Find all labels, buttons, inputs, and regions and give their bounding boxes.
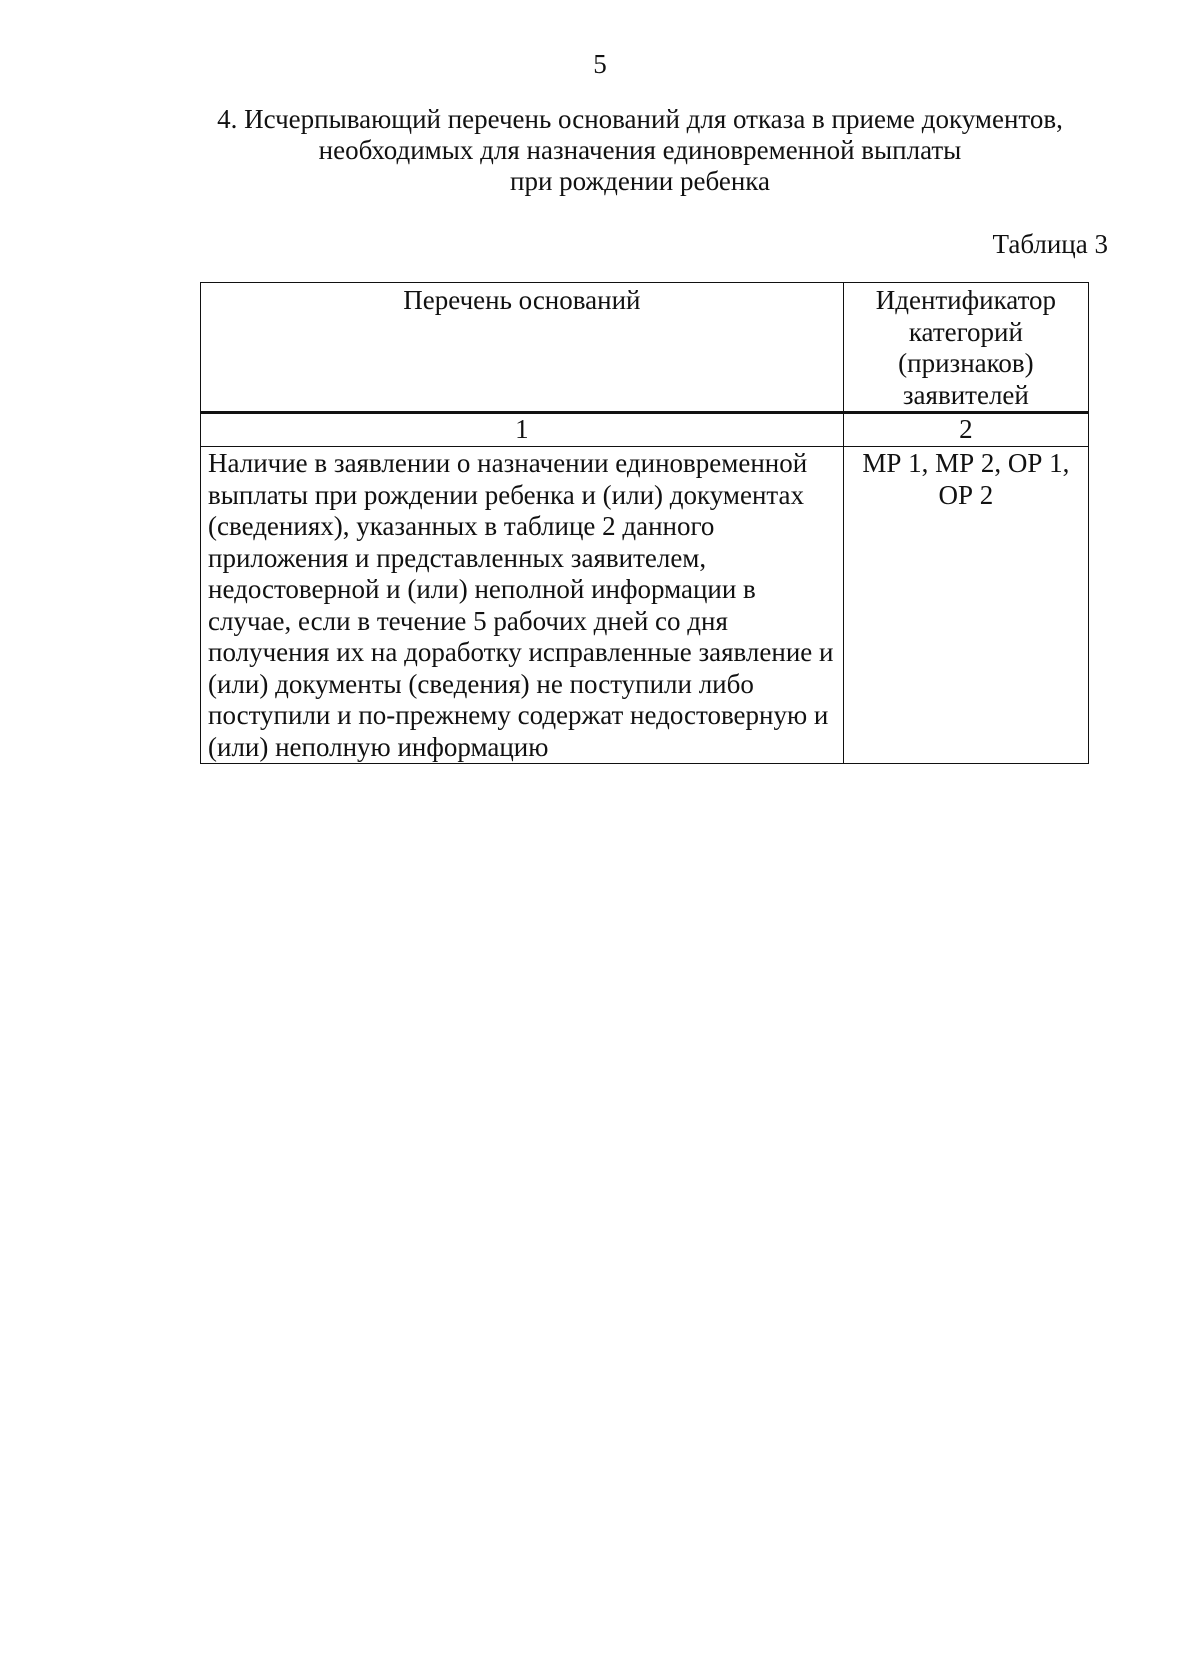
page-number: 5 [593, 49, 607, 79]
header-identifier-line: (признаков) [898, 348, 1034, 378]
heading-line: при рождении ребенка [510, 166, 770, 196]
reason-line: приложения и представленных заявителем, [208, 542, 707, 573]
reason-line: (или) документы (сведения) не поступили либо [208, 668, 754, 699]
header-identifier-line: категорий [908, 316, 1023, 347]
table-header-row [201, 283, 1089, 413]
header-cell-reasons: Перечень оснований [201, 283, 844, 413]
applicant-codes-line: ОР 2 [938, 479, 994, 510]
header-cell-identifier [843, 283, 1088, 413]
applicant-codes-line: МР 1, МР 2, ОР 1, [862, 448, 1070, 478]
reason-line: Наличие в заявлении о назначении единовременной [208, 448, 808, 478]
heading-line: необходимых для назначения единовременной выплаты [318, 135, 962, 165]
header-identifier-line: заявителей [902, 379, 1029, 410]
reason-line: получения их на доработку исправленные заявление и [208, 637, 834, 667]
column-number-row [201, 413, 1089, 447]
table-row [201, 447, 1089, 764]
reason-cell [201, 447, 844, 764]
header-identifier-line: Идентификатор [875, 285, 1057, 315]
grounds-table [200, 282, 1089, 764]
applicant-codes-cell [843, 447, 1088, 764]
column-number-2: 2 [843, 413, 1088, 447]
reason-line: (или) неполную информацию [208, 731, 549, 762]
table-caption: Таблица 3 [992, 229, 1108, 259]
reason-line: выплаты при рождении ребенка и (или) документах [208, 479, 805, 510]
reason-line: случае, если в течение 5 рабочих дней со дня [208, 605, 728, 636]
reason-line: (сведениях), указанных в таблице 2 данного [208, 511, 715, 541]
heading-line: 4. Исчерпывающий перечень оснований для отказа в приеме документов, [217, 104, 1063, 134]
reason-line: недостоверной и (или) неполной информации в [208, 574, 756, 604]
column-number-1: 1 [201, 413, 844, 447]
section-heading [150, 104, 1130, 197]
reason-line: поступили и по-прежнему содержат недостоверную и [208, 700, 829, 730]
